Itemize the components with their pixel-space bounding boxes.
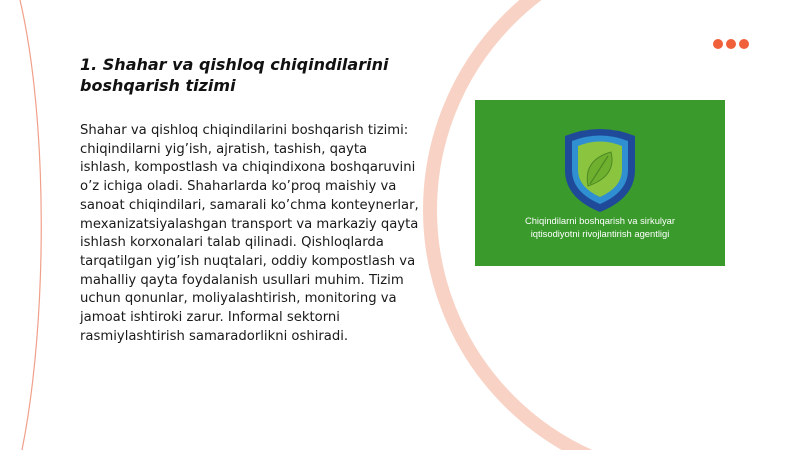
logo-caption	[475, 214, 725, 240]
shield-leaf-icon	[475, 100, 725, 266]
left-edge-curve	[20, 0, 41, 450]
logo-caption-line-2: iqtisodiyotni rivojlantirish agentligi	[530, 228, 670, 239]
slide-title: 1. Shahar va qishloq chiqindilarini boshqarish tizimi	[80, 55, 389, 95]
dot-1	[713, 39, 723, 49]
three-dots-icon	[713, 39, 749, 49]
dot-3	[739, 39, 749, 49]
slide-body-text: Shahar va qishloq chiqindilarini boshqarish tizimi: chiqindilarni yig’ish, ajratish, tashish, qayta ishlash, kompostlash va chiqindixona boshqaruvini o’z ichiga oladi. Shaharlarda ko’proq maishiy va sanoat chiqindilari, samarali ko’chma konteynerlar, mexanizatsiyalashgan transport va markaziy qayta ishlash korxonalari talab qilinadi. Qishloqlarda tarqatilgan yig’ish nuqtalari, oddiy kompostlash va mahalliy qayta foydalanish usullari muhim. Tizim uchun qonunlar, moliyalashtirish, monitoring va jamoat ishtiroki zarur. Informal sektorni rasmiylashtirish samaradorlikni oshiradi.	[80, 123, 419, 344]
agency-logo-image	[475, 100, 725, 266]
dot-2	[726, 39, 736, 49]
logo-caption-line-1: Chiqindilarni boshqarish va sirkulyar	[524, 215, 676, 226]
